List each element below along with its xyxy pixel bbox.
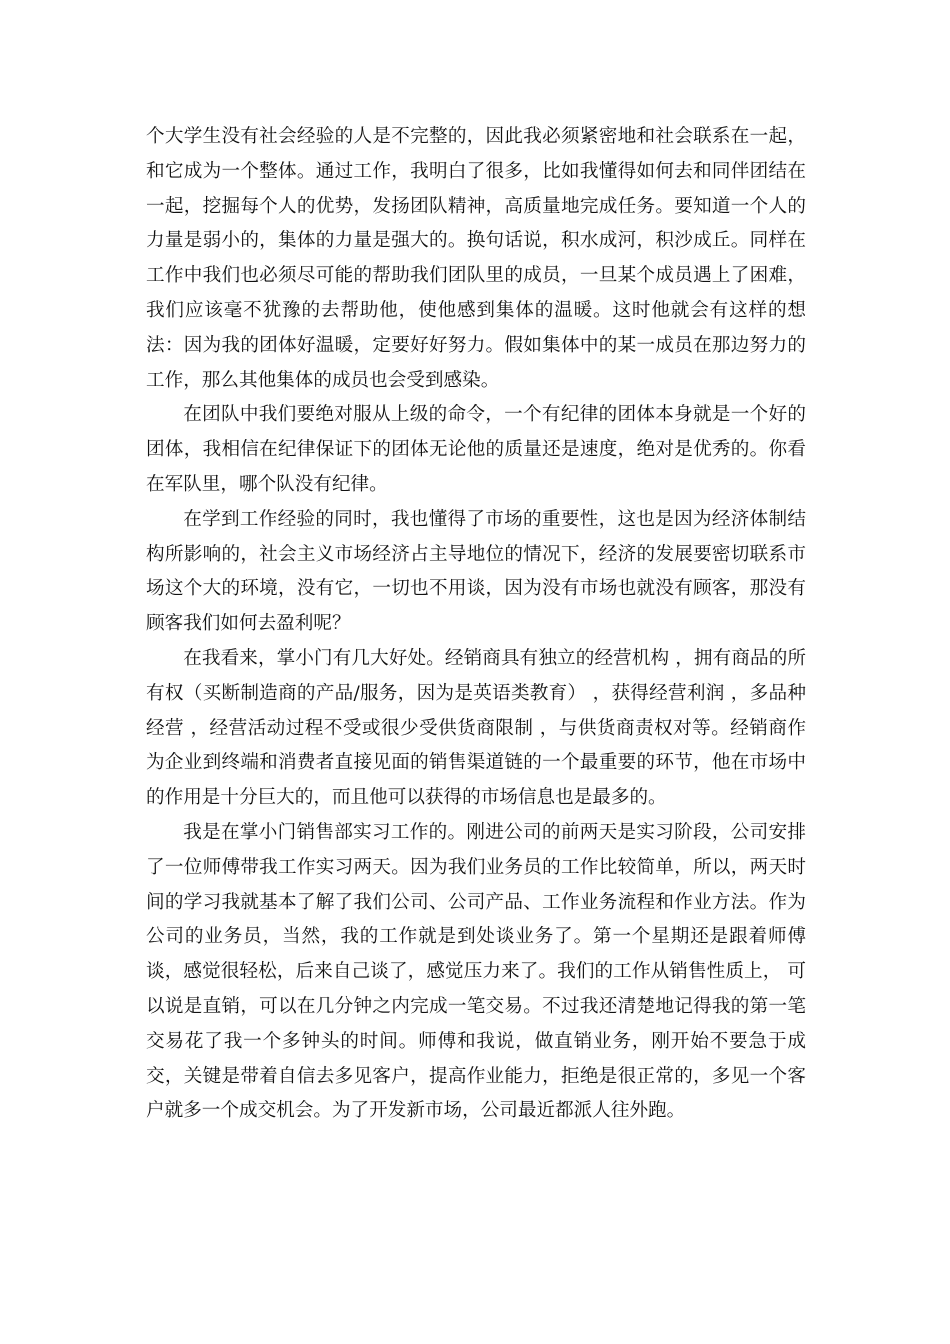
document-body — [146, 120, 806, 1129]
paragraph-2: 在团队中我们要绝对服从上级的命令，一个有纪律的团体本身就是一个好的团体，我相信在纪律保证下的团体无论他的质量还是速度，绝对是优秀的。你看在军队里，哪个队没有纪律。 — [146, 404, 806, 495]
paragraph-1: 个大学生没有社会经验的人是不完整的，因此我必须紧密地和社会联系在一起，和它成为一个整体。通过工作，我明白了很多，比如我懂得如何去和同伴团结在一起，挖掘每个人的优势，发扬团队精神，高质量地完成任务。要知道一个人的力量是弱小的，集体的力量是强大的。换句话说，积水成河，积沙成丘。同样在工作中我们也必须尽可能的帮助我们团队里的成员，一旦某个成员遇上了困难，我们应该毫不犹豫的去帮助他，使他感到集体的温暖。这时他就会有这样的想法：因为我的团体好温暖，定要好好努力。假如集体中的某一成员在那边努力的工作，那么其他集体的成员也会受到感染。 — [146, 126, 806, 391]
paragraph-3: 在学到工作经验的同时，我也懂得了市场的重要性，这也是因为经济体制结构所影响的，社会主义市场经济占主导地位的情况下，经济的发展要密切联系市场这个大的环境，没有它，一切也不用谈，因为没有市场也就没有顾客，那没有顾客我们如何去盈利呢？ — [146, 508, 806, 635]
paragraph-4: 在我看来，掌小门有几大好处。经销商具有独立的经营机构 ，拥有商品的所有权（买断制造商的产品/服务，因为是英语类教育） ，获得经营利润 ，多品种经营 ，经营活动过程不受或很少受供货商限制 ，与供货商责权对等。经销商作为企业到终端和消费者直接见面的销售渠道链的一个最重要的环节，他在市场中的作用是十分巨大的，而且他可以获得的市场信息也是最多的。 — [146, 647, 806, 809]
paragraph-5: 我是在掌小门销售部实习工作的。刚进公司的前两天是实习阶段，公司安排了一位师傅带我工作实习两天。因为我们业务员的工作比较简单，所以，两天时间的学习我就基本了解了我们公司、公司产品、工作业务流程和作业方法。作为公司的业务员，当然，我的工作就是到处谈业务了。第一个星期还是跟着师傅谈，感觉很轻松，后来自己谈了，感觉压力来了。我们的工作从销售性质上， 可以说是直销，可以在几分钟之内完成一笔交易。不过我还清楚地记得我的第一笔交易花了我一个多钟头的时间。师傅和我说，做直销业务，刚开始不要急于成交，关键是带着自信去多见客户，提高作业能力，拒绝是很正常的，多见一个客户就多一个成交机会。为了开发新市场，公司最近都派人往外跑。 — [146, 821, 806, 1122]
